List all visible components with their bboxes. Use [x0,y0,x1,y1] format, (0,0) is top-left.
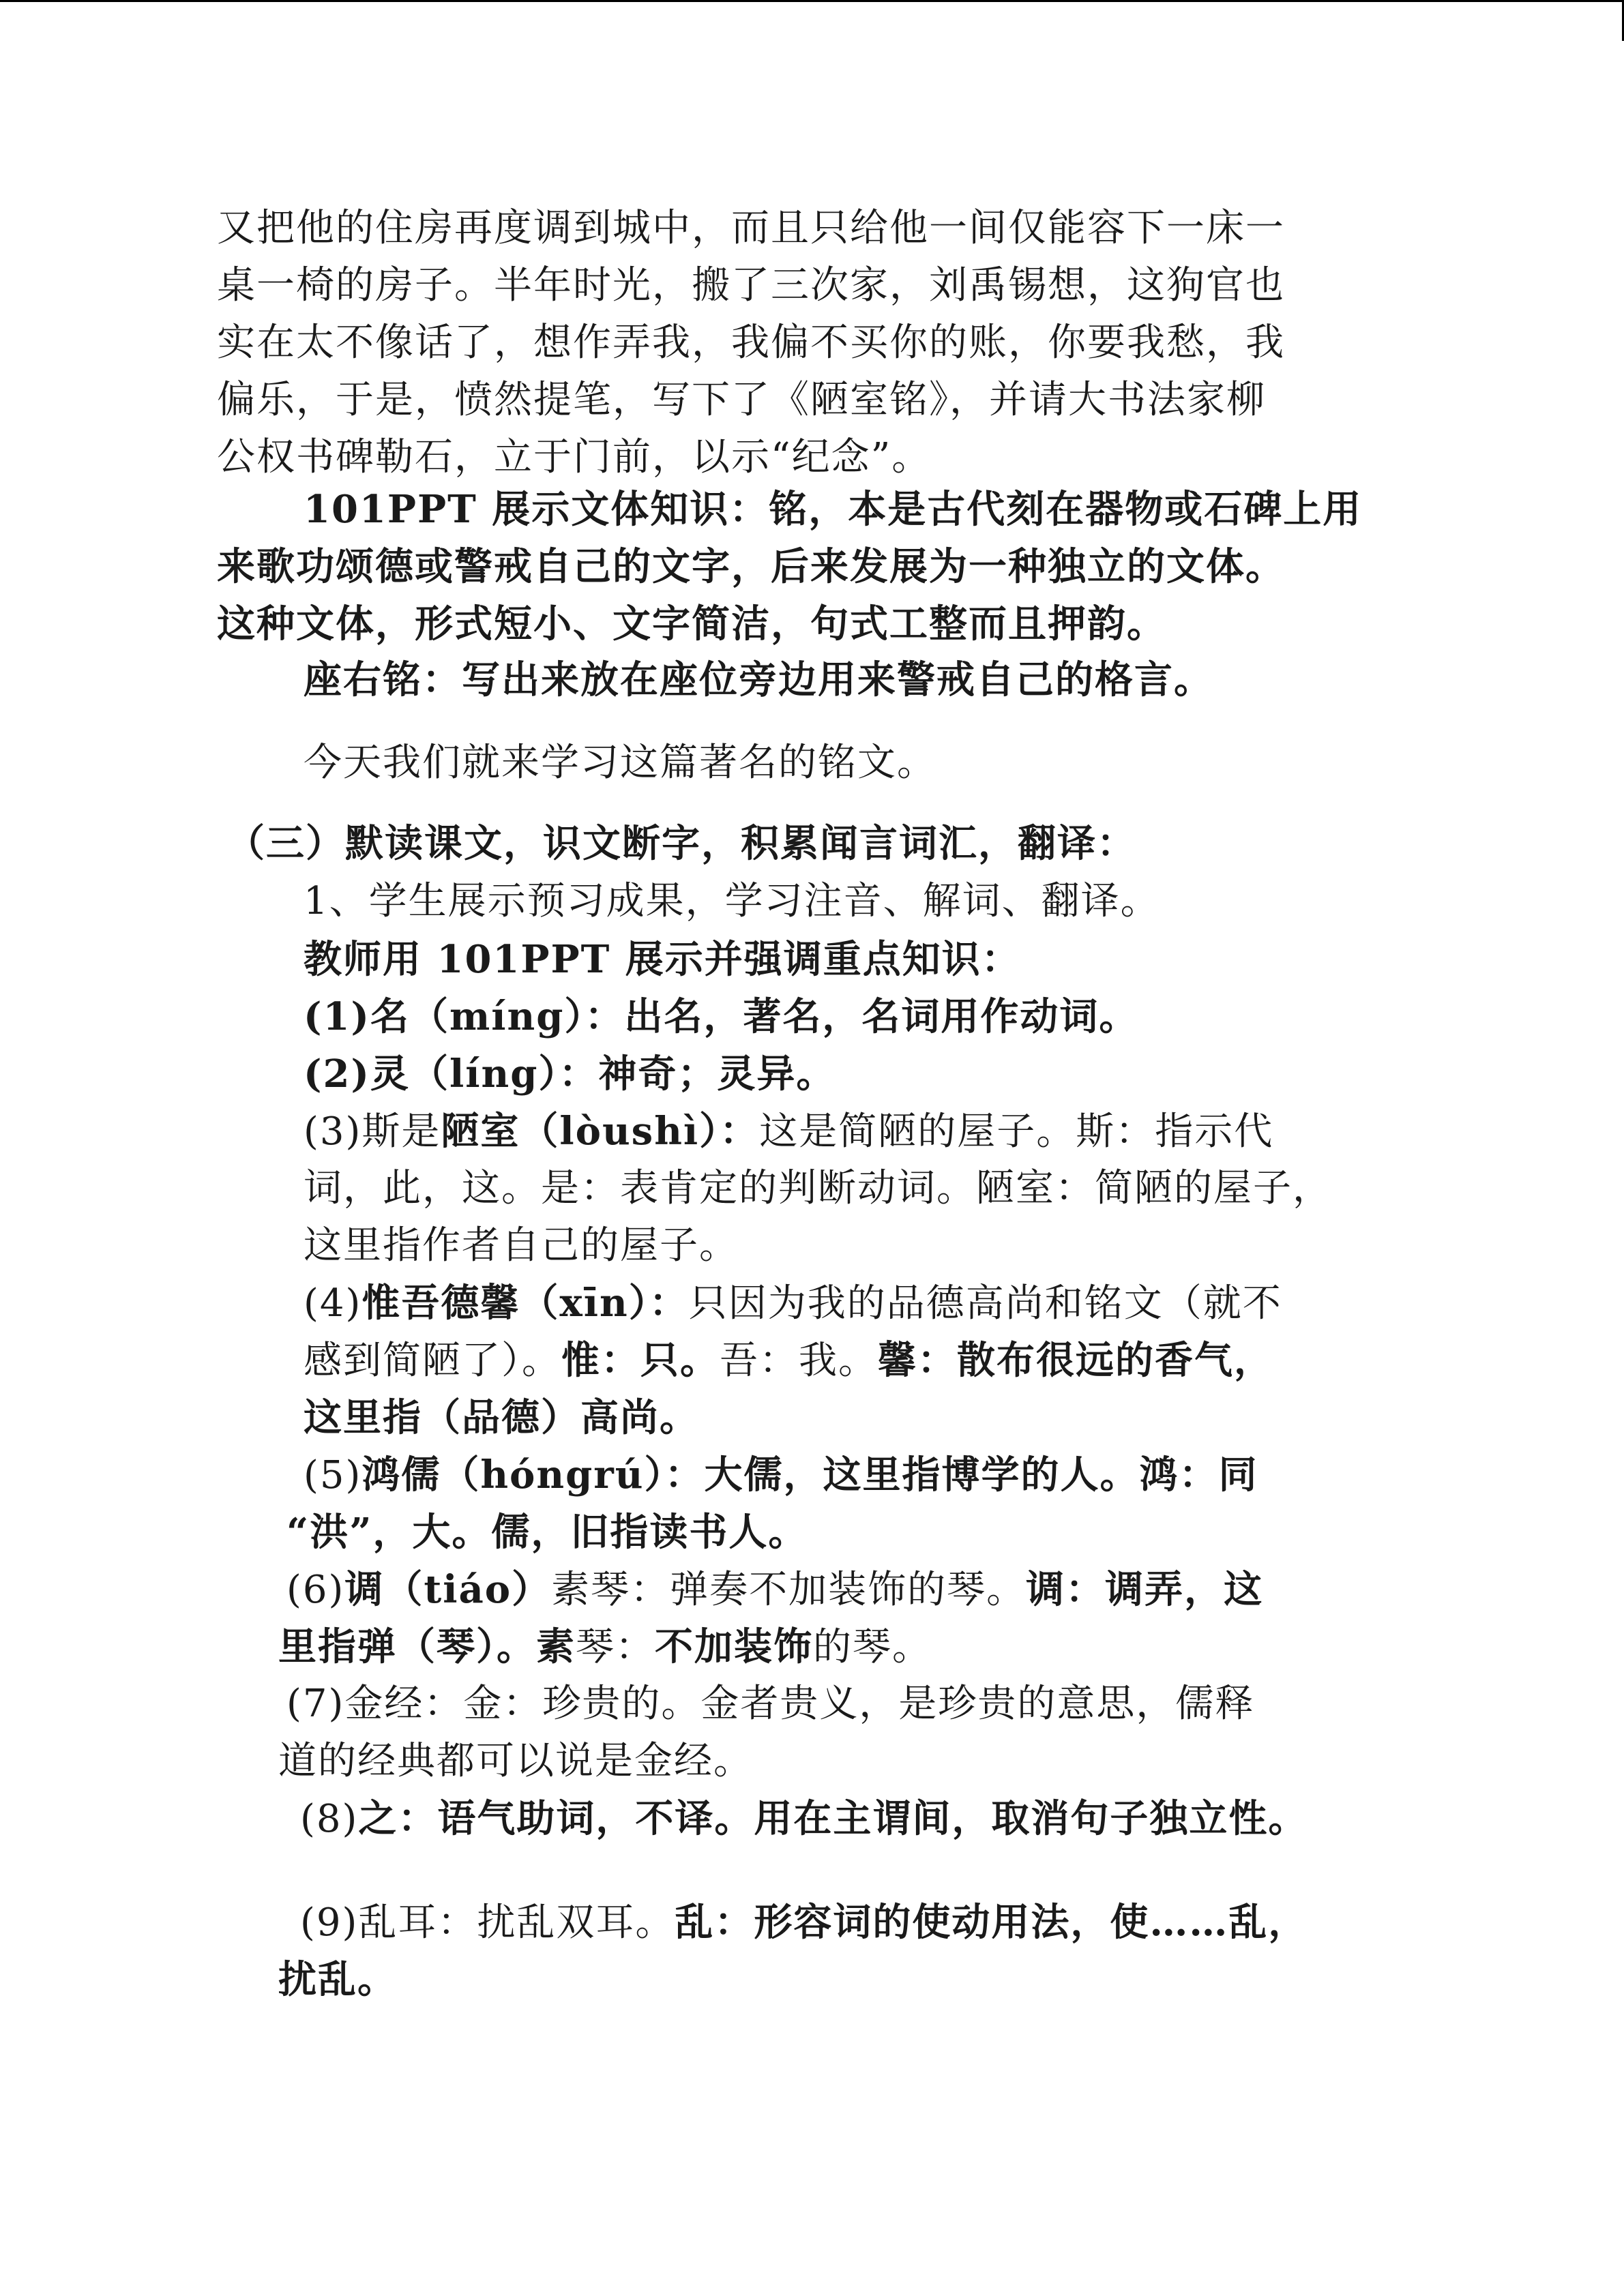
story-line-2: 桌一椅的房子。半年时光，搬了三次家，刘禹锡想，这狗官也 [217,263,1285,308]
note-6-term: 调（tiáo） [344,1567,552,1612]
note-4-line-1 [304,1274,1282,1332]
section-3-heading: （三）默读课文，识文断字，积累闻言词汇，翻译： [226,821,1136,866]
note-7-line-1: (7)金经：金：珍贵的。金者贵义，是珍贵的意思，儒释 [286,1682,1255,1726]
today-sentence: 今天我们就来学习这篇著名的铭文。 [304,741,936,785]
step-1: 1、学生展示预习成果，学习注音、解词、翻译。 [304,879,1160,923]
note-4-term: 惟吾德馨（xīn）： [361,1281,689,1326]
zuoyou-definition: 座右铭：写出来放在座位旁边用来警戒自己的格言。 [304,657,1213,702]
note-4-xin: 馨：散布很远的香气， [878,1338,1273,1383]
note-5-prefix: (5) [304,1453,362,1497]
note-3-meaning: 这是简陋的屋子。斯：指示代 [759,1109,1274,1154]
note-9-prefix: (9)乱耳：扰乱双耳。 [300,1900,675,1945]
note-6-end: 的琴。 [813,1625,932,1669]
page-top-border [0,0,1624,2]
note-9-line-1 [300,1894,1308,1952]
note-4-wu: 吾：我。 [720,1339,878,1383]
note-6-cont: 里指弹（琴）。素 [278,1624,576,1669]
note-3-term: 陋室（lòushì）： [441,1109,760,1154]
note-1: (1)名（míng）：出名，著名，名词用作动词。 [304,994,1139,1039]
note-4-cont: 感到简陋了）。 [304,1339,561,1383]
note-4-wei: 惟：只。 [561,1338,720,1383]
note-6-qin: 琴： [576,1625,655,1669]
note-6-meaning: 素琴：弹奏不加装饰的琴。 [551,1568,1027,1612]
story-line-3: 实在太不像话了，想作弄我，我偏不买你的账，你要我愁，我 [217,320,1285,365]
story-line-5: 公权书碑勒石，立于门前，以示“纪念”。 [217,435,932,479]
note-3-line-3: 这里指作者自己的屋子。 [304,1223,739,1268]
note-5-line-2: “洪”，大。儒，旧指读书人。 [286,1510,808,1555]
note-8-text: 之：语气助词，不译。用在主谓间，取消句子独立性。 [358,1796,1308,1841]
note-9-usage: 乱：形容词的使动用法，使……乱， [675,1900,1308,1945]
note-8-prefix: (8) [300,1797,359,1841]
genre-line-1: 101PPT 展示文体知识：铭，本是古代刻在器物或石碑上用 [304,487,1363,532]
note-3-line-2: 词，此，这。是：表肯定的判断动词。陋室：简陋的屋子， [304,1166,1332,1210]
note-6-prefix: (6) [286,1568,345,1612]
note-9-line-2: 扰乱。 [278,1957,397,2002]
note-6-line-1 [286,1561,1263,1619]
note-5-text: 鸿儒（hóngrú）：大儒，这里指博学的人。鸿：同 [361,1452,1258,1497]
note-3-prefix: (3)斯是 [304,1109,441,1154]
note-6-line-2 [278,1618,932,1676]
note-5-line-1 [304,1446,1258,1504]
story-line-4: 偏乐，于是，愤然提笔，写下了《陋室铭》，并请大书法家柳 [217,378,1266,422]
note-4-prefix: (4) [304,1281,362,1326]
note-7-line-2: 道的经典都可以说是金经。 [278,1739,753,1783]
teacher-intro: 教师用 101PPT 展示并强调重点知识： [304,937,1021,982]
note-4-line-2 [304,1332,1273,1390]
note-6-plain: 不加装饰 [655,1624,813,1669]
note-4-line-3: 这里指（品德）高尚。 [304,1395,699,1440]
story-line-1: 又把他的住房再度调到城中，而且只给他一间仅能容下一床一 [217,206,1285,250]
note-3-line-1 [304,1103,1273,1161]
note-4-meaning: 只因为我的品德高尚和铭文（就不 [688,1281,1282,1326]
genre-line-3: 这种文体，形式短小、文字简洁，句式工整而且押韵。 [217,601,1166,646]
note-8 [300,1790,1308,1848]
note-6-tiao: 调：调弄，这 [1026,1567,1264,1612]
genre-line-2: 来歌功颂德或警戒自己的文字，后来发展为一种独立的文体。 [217,544,1285,589]
note-2: (2)灵（líng）：神奇；灵异。 [304,1052,836,1097]
